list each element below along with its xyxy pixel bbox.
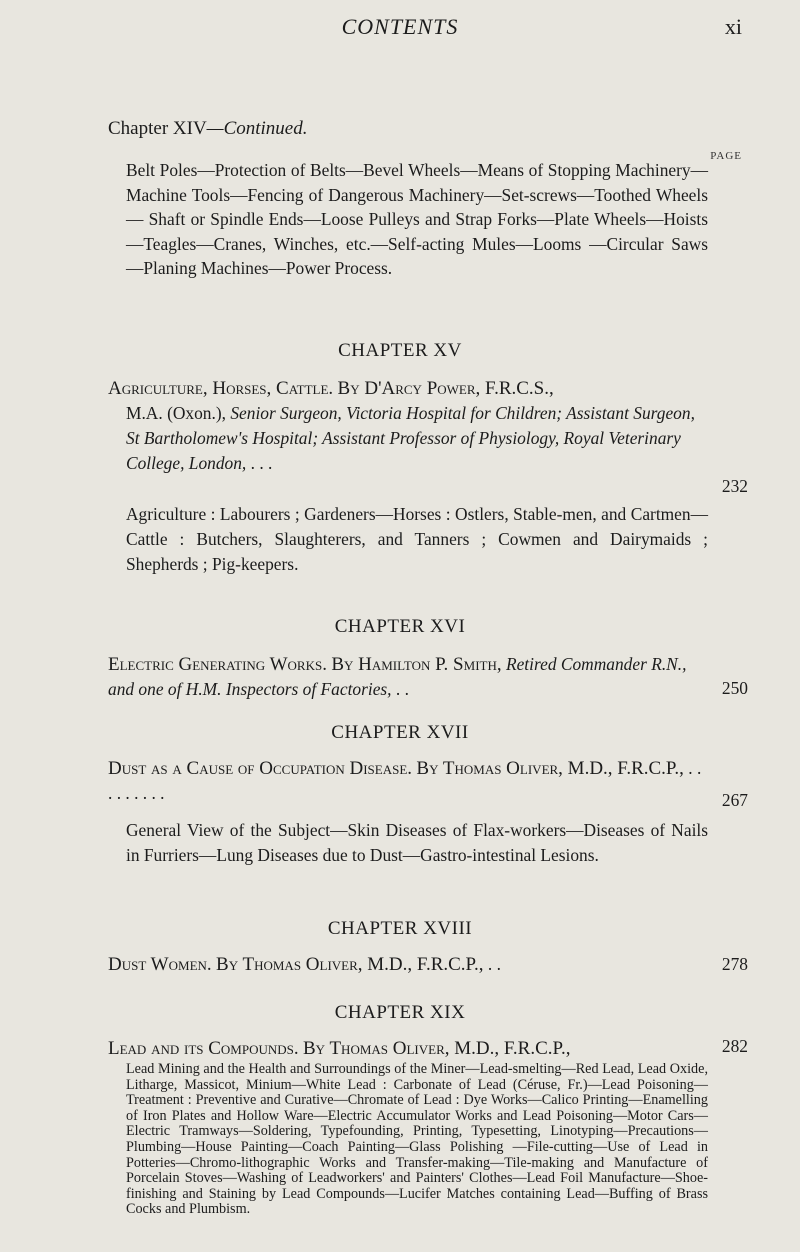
chapter-xviii-entry bbox=[108, 952, 706, 977]
chapter-xv-heading: CHAPTER XV bbox=[338, 340, 462, 361]
chapter-xvi-author: By Hamilton P. Smith, bbox=[331, 654, 502, 675]
chapter-xvii-heading: CHAPTER XVII bbox=[331, 722, 469, 743]
chapter-xix-title: Lead and its Compounds. bbox=[108, 1038, 299, 1059]
continued-suffix: —Continued. bbox=[206, 118, 308, 139]
chapter-xix-author: By Thomas Oliver, M.D., F.R.C.P., bbox=[302, 1038, 571, 1059]
chapter-xviii-title: Dust Women. bbox=[108, 954, 212, 975]
page-column-label: PAGE bbox=[710, 150, 742, 162]
chapter-xix-entry bbox=[108, 1036, 706, 1061]
chapter-xviii-heading: CHAPTER XVIII bbox=[327, 918, 473, 939]
chapter-xix-heading: CHAPTER XIX bbox=[334, 1002, 466, 1023]
chapter-xvii-entry bbox=[108, 756, 706, 806]
chapter-xv-page: 232 bbox=[721, 476, 748, 496]
page-folio: xi bbox=[724, 14, 742, 39]
chapter-xv-summary: Agriculture : Labourers ; Gardeners—Horses : Ostlers, Stable-men, and Cartmen—Cattle : Butchers, Slaughterers, and Tanners ; Cowmen and Dairymaids ; Shepherds ; Pig-keepers. bbox=[126, 504, 708, 574]
chapter-xv-author: By D'Arcy Power, F.R.C.S., bbox=[337, 378, 554, 399]
chapter-xvi-affiliation: Retired Commander R.N., and one of H.M. Inspectors of Factories, bbox=[108, 654, 687, 699]
chapter-xvii-author: By Thomas Oliver, M.D., F.R.C.P., bbox=[416, 758, 684, 779]
chapter-xix-page: 282 bbox=[721, 1036, 748, 1056]
chapter-xv-affiliation: Senior Surgeon, Victoria Hospital for Children; Assistant Surgeon, St Bartholomew's Hospital; Assistant Professor of Physiology, Royal Veterinary College, London, bbox=[126, 403, 695, 473]
running-title: CONTENTS bbox=[341, 14, 459, 39]
chapter-xvi-leader: . . bbox=[395, 679, 409, 699]
continued-chapter-label: Chapter XIV bbox=[108, 118, 207, 139]
chapter-xvi-page: 250 bbox=[721, 678, 748, 698]
running-head bbox=[0, 14, 800, 48]
chapter-xviii-leader: . . bbox=[487, 954, 501, 974]
chapter-xvi-title: Electric Generating Works. bbox=[108, 654, 327, 675]
chapter-xix-summary: Lead Mining and the Health and Surroundings of the Miner—Lead-smelting—Red Lead, Lead Oxide, Litharge, Massicot, Minium—White Lead : Carbonate of Lead (Céruse, Fr.)—Lead Poisoning—Treatment : Preventive and Curative—Chromate of Lead : Dye Works—Calico Printing—Enamelling of Iron Plates and Hollow Ware—Electric Accumulator Works and Lead Poisoning—Motor Cars—Electric Tramways—Soldering, Typefounding, Printing, Typesetting, Linotyping—Precautions—Plumbing—House Painting—Coach Painting—Glass Polishing —File-cutting—Use of Lead in Potteries—Chromo-lithographic Works and Transfer-making—Tile-making and Manufacture of Porcelain Stoves—Washing of Leadworkers' and Painters' Clothes—Lead Foil Manufacture—Shoe-finishing and Staining by Lead Compounds—Lucifer Matches containing Lead—Buffing of Brass Cocks and Plumbism. bbox=[126, 1061, 708, 1218]
chapter-xv-title: Agriculture, Horses, Cattle. bbox=[108, 378, 334, 399]
chapter-xvii-title: Dust as a Cause of Occupation Disease. bbox=[108, 758, 413, 779]
chapter-xvii-summary: General View of the Subject—Skin Diseases of Flax-workers—Diseases of Nails in Furriers—Lung Diseases due to Dust—Gastro-intestinal Lesions. bbox=[126, 820, 708, 865]
chapter-xviii-author: By Thomas Oliver, M.D., F.R.C.P., bbox=[216, 954, 484, 975]
chapter-xvii-page: 267 bbox=[721, 790, 748, 810]
continued-chapter-heading bbox=[108, 118, 307, 140]
chapter-xv-leader: . . . bbox=[250, 453, 273, 473]
chapter-xv-degree: M.A. (Oxon.), bbox=[126, 403, 226, 423]
chapter-xvi-entry bbox=[108, 652, 706, 702]
chapter-xvii-leader: . . . . . . . . . bbox=[108, 758, 702, 803]
chapter-xviii-page: 278 bbox=[721, 954, 748, 974]
chapter-xiv-summary: Belt Poles—Protection of Belts—Bevel Wheels—Means of Stopping Machinery—Machine Tools—Fencing of Dangerous Machinery—Set-screws—Toothed Wheels — Shaft or Spindle Ends—Loose Pulleys and Strap Forks—Plate Wheels—Hoists —Teagles—Cranes, Winches, etc.—Self-acting Mules—Looms —Circular Saws—Planing Machines—Power Process. bbox=[126, 160, 708, 279]
chapter-xv-entry bbox=[108, 376, 706, 476]
chapter-xvi-heading: CHAPTER XVI bbox=[334, 616, 466, 637]
